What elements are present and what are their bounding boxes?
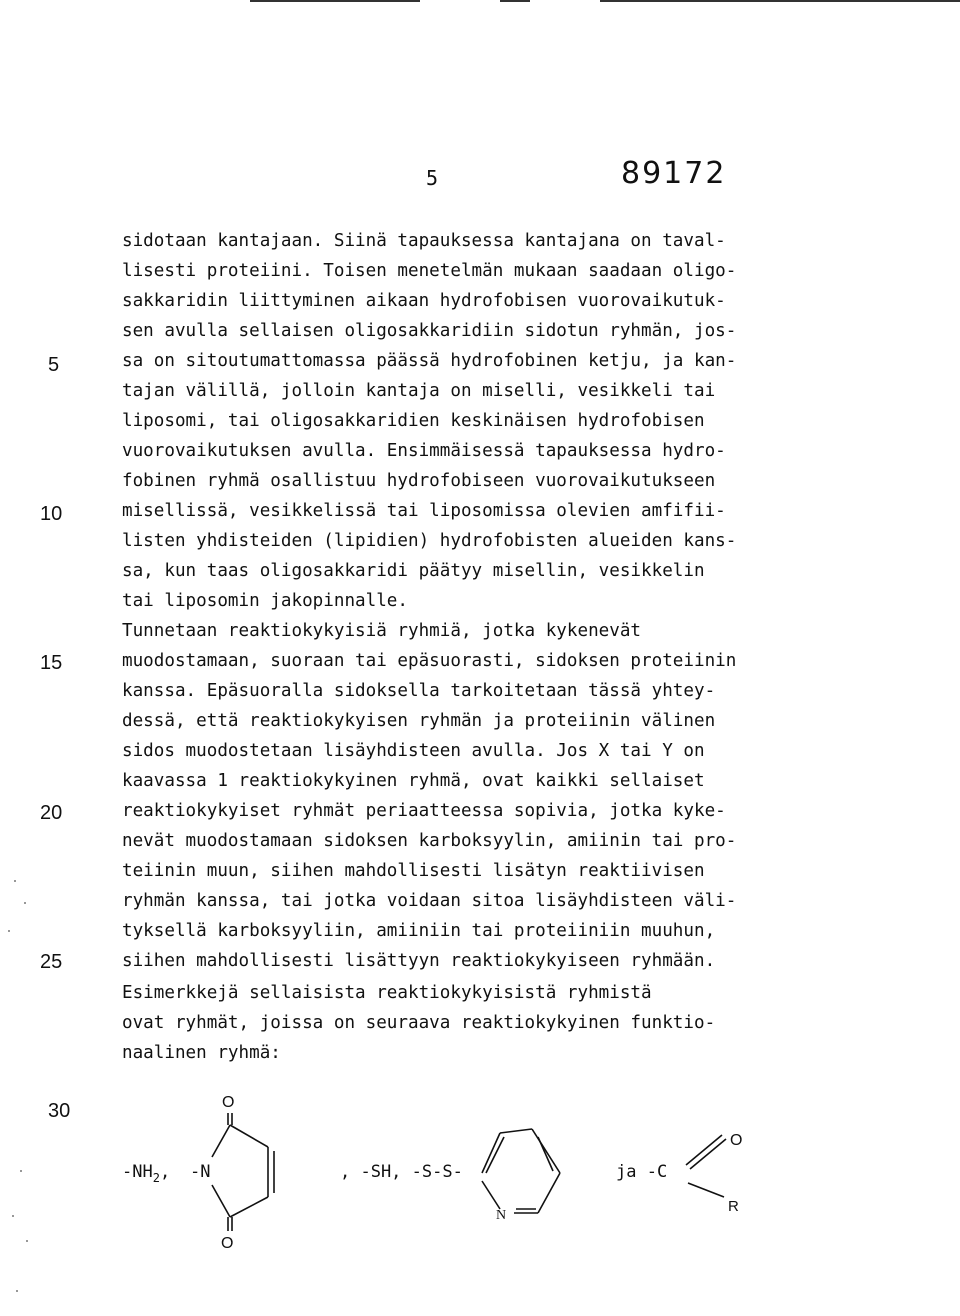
chemical-structures <box>0 1085 960 1255</box>
thiol-disulfide-group: , -SH, -S-S- <box>340 1162 463 1182</box>
carbonyl-oxygen: O <box>730 1132 743 1149</box>
body-line: listen yhdisteiden (lipidien) hydrofobisten alueiden kans- <box>122 531 737 551</box>
body-line: tyksellä karboksyyliin, amiiniin tai proteiiniin muuhun, <box>122 921 716 941</box>
body-line: sa, kun taas oligosakkaridi päätyy misellin, vesikkelin <box>122 561 705 581</box>
line-number: 25 <box>40 951 63 973</box>
r-group: R <box>728 1198 739 1215</box>
line-number: 5 <box>48 354 60 376</box>
body-line: tajan välillä, jolloin kantaja on miselli, vesikkeli tai <box>122 381 716 401</box>
amine-group: $-NH_2$, <box>122 1162 171 1185</box>
body-line: siihen mahdollisesti lisättyyn reaktiokykyiseen ryhmään. <box>122 951 716 971</box>
body-line: liposomi, tai oligosakkaridien keskinäisen hydrofobisen <box>122 411 705 431</box>
body-line: ovat ryhmät, joissa on seuraava reaktiokykyinen funktio- <box>122 1013 716 1033</box>
carbonyl-bonds <box>686 1135 726 1197</box>
body-line: naalinen ryhmä: <box>122 1043 281 1063</box>
scan-speck <box>26 1240 28 1242</box>
scan-speck <box>14 880 16 882</box>
maleimide-nitrogen: -N <box>190 1162 211 1182</box>
scan-speck <box>16 1290 18 1292</box>
scan-speck <box>20 1170 22 1172</box>
line-number: 30 <box>48 1100 71 1122</box>
body-line: ryhmän kanssa, tai jotka voidaan sitoa lisäyhdisteen väli- <box>122 891 737 911</box>
scan-artifact-line <box>500 0 530 2</box>
body-line: nevät muodostamaan sidoksen karboksyylin, amiinin tai pro- <box>122 831 737 851</box>
chemical-formula-row <box>0 1085 960 1255</box>
pyridine-nitrogen: N <box>496 1208 507 1223</box>
line-number: 15 <box>40 652 63 674</box>
scan-artifact-line <box>600 0 960 2</box>
maleimide-bottom-oxygen: O <box>221 1235 234 1252</box>
scan-speck <box>24 902 26 904</box>
line-number: 20 <box>40 802 63 824</box>
document-number: 89172 <box>621 156 727 191</box>
body-line: lisesti proteiini. Toisen menetelmän mukaan saadaan oligo- <box>122 261 737 281</box>
maleimide-ring <box>212 1113 274 1231</box>
pyridine-ring <box>482 1129 560 1213</box>
body-line: kanssa. Epäsuoralla sidoksella tarkoitetaan tässä yhtey- <box>122 681 716 701</box>
body-line: vuorovaikutuksen avulla. Ensimmäisessä tapauksessa hydro- <box>122 441 726 461</box>
body-line: Tunnetaan reaktiokykyisiä ryhmiä, jotka kykenevät <box>122 621 642 641</box>
scan-speck <box>12 1215 14 1217</box>
body-line: kaavassa 1 reaktiokykyinen ryhmä, ovat kaikki sellaiset <box>122 771 705 791</box>
body-line: fobinen ryhmä osallistuu hydrofobiseen vuorovaikutukseen <box>122 471 716 491</box>
page-number: 5 <box>426 166 439 190</box>
body-line: sa on sitoutumattomassa päässä hydrofobinen ketju, ja kan- <box>122 351 737 371</box>
body-line: reaktiokykyiset ryhmät periaatteessa sopivia, jotka kyke- <box>122 801 726 821</box>
line-number: 10 <box>40 503 63 525</box>
body-line: muodostamaan, suoraan tai epäsuorasti, sidoksen proteiinin <box>122 651 737 671</box>
body-line: teiinin muun, siihen mahdollisesti lisätyn reaktiivisen <box>122 861 705 881</box>
body-line: sidos muodostetaan lisäyhdisteen avulla. Jos X tai Y on <box>122 741 705 761</box>
scan-artifact-line <box>250 0 420 2</box>
body-line: sidotaan kantajaan. Siinä tapauksessa kantajana on taval- <box>122 231 726 251</box>
body-line: misellissä, vesikkelissä tai liposomissa olevien amfifii- <box>122 501 726 521</box>
body-line: dessä, että reaktiokykyisen ryhmän ja proteiinin välinen <box>122 711 716 731</box>
body-line: sen avulla sellaisen oligosakkaridiin sidotun ryhmän, jos- <box>122 321 737 341</box>
conjunction-carbonyl: ja -C <box>616 1162 668 1182</box>
maleimide-top-oxygen: O <box>222 1094 235 1111</box>
body-line: Esimerkkejä sellaisista reaktiokykyisistä ryhmistä <box>122 983 652 1003</box>
body-line: tai liposomin jakopinnalle. <box>122 591 408 611</box>
scan-speck <box>8 930 10 932</box>
body-line: sakkaridin liittyminen aikaan hydrofobisen vuorovaikutuk- <box>122 291 726 311</box>
